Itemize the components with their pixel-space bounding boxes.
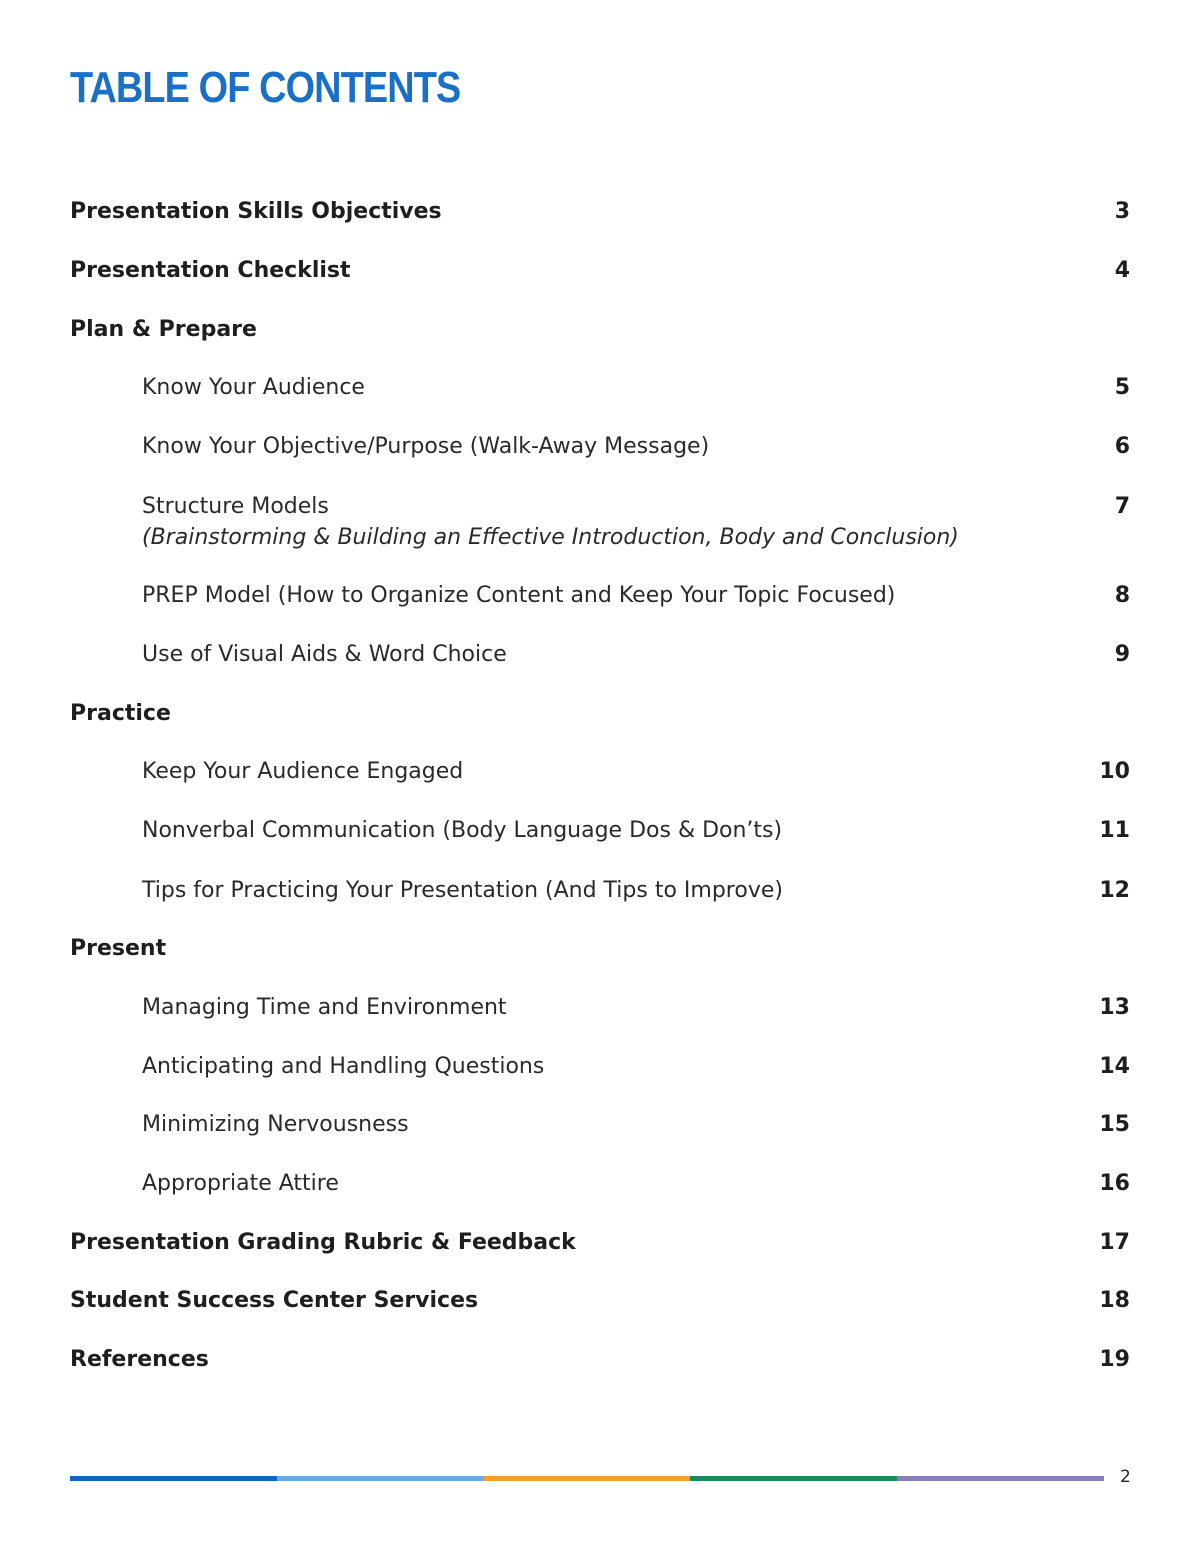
toc-entry-page: 9 [1114,642,1130,667]
toc-section-label: Practice [70,701,171,726]
toc-entry-appropriate-attire[interactable] [70,1169,1130,1209]
toc-entry-page: 17 [1099,1230,1130,1255]
toc-entry-label: Know Your Objective/Purpose (Walk-Away Message) [142,434,710,459]
toc-entry-student-success-center[interactable] [70,1286,1130,1326]
toc-entry-label: Nonverbal Communication (Body Language Dos & Don’ts) [142,818,783,843]
toc-entry-label: References [70,1347,209,1372]
toc-entry-label: Presentation Skills Objectives [70,199,442,224]
toc-entry-label: Use of Visual Aids & Word Choice [142,642,507,667]
toc-entry-page: 10 [1099,759,1130,784]
footer-bar-segment [70,1476,277,1481]
page-number: 2 [1120,1467,1131,1487]
toc-entry-page: 5 [1114,375,1130,400]
toc-entry-page: 3 [1114,199,1130,224]
toc-entry-grading-rubric[interactable] [70,1228,1130,1268]
toc-entry-page: 16 [1099,1171,1130,1196]
toc-section-present [70,934,1130,974]
toc-entry-page: 15 [1099,1112,1130,1137]
toc-entry-note: (Brainstorming & Building an Effective Introduction, Body and Conclusion) [142,525,959,550]
toc-section-label: Plan & Prepare [70,317,257,342]
toc-entry-page: 14 [1099,1054,1130,1079]
toc-entry-label: Presentation Checklist [70,258,351,283]
toc-entry-page: 8 [1114,583,1130,608]
toc-entry-label: Managing Time and Environment [142,995,507,1020]
toc-entry-know-your-audience[interactable] [70,373,1130,413]
toc-entry-page: 4 [1114,258,1130,283]
toc-entry-label: Anticipating and Handling Questions [142,1054,545,1079]
toc-section-plan-prepare [70,315,1130,355]
toc-entry-page: 12 [1099,878,1130,903]
toc-entry-label: Minimizing Nervousness [142,1112,409,1137]
toc-entry-presentation-checklist[interactable] [70,256,1130,296]
toc-section-practice [70,699,1130,739]
toc-entry-structure-models[interactable] [70,492,1130,556]
toc-entry-label: PREP Model (How to Organize Content and Keep Your Topic Focused) [142,583,896,608]
toc-section-label: Present [70,936,167,961]
footer-bar-segment [277,1476,484,1481]
footer-bar-segment [897,1476,1104,1481]
toc-entry-nonverbal-communication[interactable] [70,816,1130,856]
toc-entry-label: Student Success Center Services [70,1288,479,1313]
toc-entry-know-your-objective[interactable] [70,432,1130,472]
toc-entry-references[interactable] [70,1345,1130,1385]
toc-entry-presentation-skills-objectives[interactable] [70,197,1130,237]
toc-entry-minimizing-nervousness[interactable] [70,1110,1130,1150]
footer-bar-segment [484,1476,691,1481]
toc-entry-label: Presentation Grading Rubric & Feedback [70,1230,576,1255]
toc-entry-page: 19 [1099,1347,1130,1372]
toc-entry-page: 6 [1114,434,1130,459]
toc-entry-label: Tips for Practicing Your Presentation (And Tips to Improve) [142,878,783,903]
toc-entry-tips-for-practicing[interactable] [70,876,1130,916]
toc-entry-managing-time[interactable] [70,993,1130,1033]
page-title: TABLE OF CONTENTS [70,63,461,112]
toc-entry-keep-audience-engaged[interactable] [70,757,1130,797]
toc-entry-label: Keep Your Audience Engaged [142,759,464,784]
toc-entry-handling-questions[interactable] [70,1052,1130,1092]
footer-color-bar [70,1476,1104,1481]
toc-entry-page: 13 [1099,995,1130,1020]
toc-entry-label: Structure Models [142,494,329,519]
footer-bar-segment [690,1476,897,1481]
toc-entry-page: 18 [1099,1288,1130,1313]
toc-entry-label: Appropriate Attire [142,1171,339,1196]
toc-entry-page: 11 [1099,818,1130,843]
toc-entry-prep-model[interactable] [70,581,1130,621]
toc-entry-label: Know Your Audience [142,375,365,400]
toc-entry-page: 7 [1114,494,1130,519]
toc-entry-visual-aids[interactable] [70,640,1130,680]
